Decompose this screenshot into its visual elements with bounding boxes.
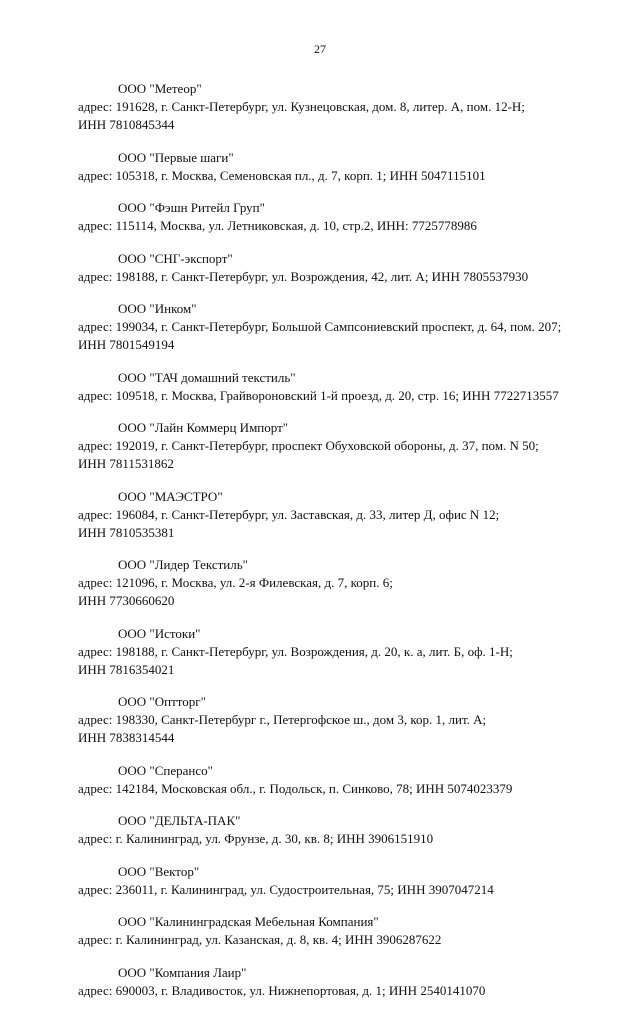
company-entry [78, 693, 600, 747]
company-address: адрес: 198188, г. Санкт-Петербург, ул. Возрождения, 42, лит. А; ИНН 7805537930 [78, 268, 529, 284]
company-entry [78, 419, 600, 473]
company-entry [78, 625, 600, 679]
company-address: адрес: г. Калининград, ул. Фрунзе, д. 30, кв. 8; ИНН 3906151910 [78, 831, 434, 846]
company-address: адрес: 196084, г. Санкт-Петербург, ул. Заставская, д. 33, литер Д, офис N 12; [78, 506, 500, 522]
company-inn: ИНН 7730660620 [78, 593, 175, 608]
company-list [78, 80, 600, 1014]
company-address: адрес: 191628, г. Санкт-Петербург, ул. Кузнецовская, дом. 8, литер. А, пом. 12-Н; [78, 99, 525, 114]
company-name: ООО "ДЕЛЬТА-ПАК" [118, 813, 241, 828]
company-address: адрес: 690003, г. Владивосток, ул. Нижнепортовая, д. 1; ИНН 2540141070 [78, 982, 486, 998]
company-entry [78, 149, 600, 185]
company-address: адрес: 142184, Московская обл., г. Подольск, п. Синково, 78; ИНН 5074023379 [78, 780, 513, 796]
company-name: ООО "Метеор" [118, 81, 202, 96]
company-entry [78, 369, 600, 405]
company-entry [78, 488, 600, 542]
company-address: адрес: г. Калининград, ул. Казанская, д. 8, кв. 4; ИНН 3906287622 [78, 932, 442, 947]
company-entry [78, 199, 600, 235]
page-number: 27 [314, 42, 326, 56]
company-inn: ИНН 7838314544 [78, 730, 175, 745]
company-name: ООО "Лидер Текстиль" [118, 557, 248, 572]
company-inn: ИНН 7816354021 [78, 661, 175, 677]
company-entry [78, 80, 600, 134]
company-address: адрес: 115114, Москва, ул. Летниковская, д. 10, стр.2, ИНН: 7725778986 [78, 218, 477, 233]
company-name: ООО "Лайн Коммерц Импорт" [118, 420, 289, 435]
company-inn: ИНН 7810535381 [78, 524, 175, 540]
company-inn: ИНН 7801549194 [78, 337, 175, 352]
company-name: ООО "Калининградская Мебельная Компания" [118, 914, 379, 929]
company-name: ООО "Инком" [118, 301, 197, 316]
company-name: ООО "Первые шаги" [118, 149, 234, 165]
company-name: ООО "Компания Лаир" [118, 964, 247, 980]
company-name: ООО "СНГ-экспорт" [118, 250, 233, 266]
company-name: ООО "Сперансо" [118, 762, 213, 778]
company-inn: ИНН 7810845344 [78, 117, 175, 132]
company-entry [78, 762, 600, 798]
company-address: адрес: 236011, г. Калининград, ул. Судостроительная, 75; ИНН 3907047214 [78, 881, 494, 897]
company-address: адрес: 105318, г. Москва, Семеновская пл., д. 7, корп. 1; ИНН 5047115101 [78, 167, 486, 183]
company-name: ООО "Вектор" [118, 863, 200, 879]
company-address: адрес: 109518, г. Москва, Грайвороновский 1-й проезд, д. 20, стр. 16; ИНН 7722713557 [78, 387, 559, 403]
company-entry [78, 964, 600, 1000]
company-entry [78, 812, 600, 848]
company-entry [78, 556, 600, 610]
company-address: адрес: 199034, г. Санкт-Петербург, Большой Сампсониевский проспект, д. 64, пом. 207; [78, 319, 562, 334]
company-address: адрес: 121096, г. Москва, ул. 2-я Филевская, д. 7, корп. 6; [78, 575, 393, 590]
company-name: ООО "Фэшн Ритейл Груп" [118, 200, 265, 215]
company-address: адрес: 192019, г. Санкт-Петербург, проспект Обуховской обороны, д. 37, пом. N 50; [78, 438, 539, 453]
company-name: ООО "МАЭСТРО" [118, 488, 223, 504]
company-inn: ИНН 7811531862 [78, 456, 174, 471]
company-name: ООО "Оптторг" [118, 694, 206, 709]
company-entry [78, 300, 600, 354]
company-entry [78, 863, 600, 899]
company-name: ООО "ТАЧ домашний текстиль" [118, 369, 296, 385]
company-entry [78, 250, 600, 286]
company-name: ООО "Истоки" [118, 625, 201, 641]
company-address: адрес: 198188, г. Санкт-Петербург, ул. Возрождения, д. 20, к. а, лит. Б, оф. 1-Н; [78, 643, 513, 659]
company-address: адрес: 198330, Санкт-Петербург г., Петергофское ш., дом 3, кор. 1, лит. А; [78, 712, 487, 727]
company-entry [78, 913, 600, 949]
